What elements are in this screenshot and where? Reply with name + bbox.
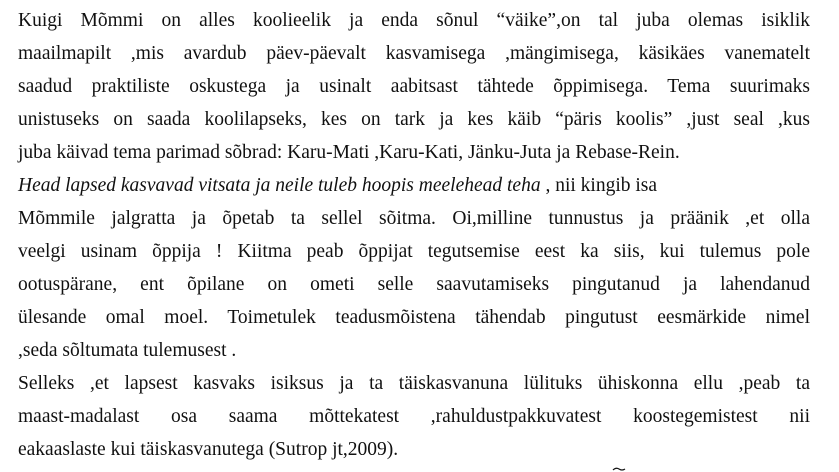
stray-mark [612,462,628,472]
text-line: maailmapilt ,mis avardub päev-päevalt kasvamisega ,mängimisega, käsikäes vanematelt [18,43,810,64]
text-line: Kuigi Mõmmi on alles koolieelik ja enda sõnul “väike”,on tal juba olemas isiklik [18,10,810,31]
text-line: eakaaslaste kui täiskasvanutega (Sutrop jt,2009). [18,439,399,460]
quote-tail: , nii kingib isa [540,175,658,196]
text-line: Selleks ,et lapsest kasvaks isiksus ja ta täiskasvanuna lülituks ühiskonna ellu ,peab ta [18,373,810,394]
text-line: ootuspärane, ent õpilane on ometi selle saavutamiseks pingutanud ja lahendanud [18,274,810,295]
quote-line [18,171,810,201]
text-line: saadud praktiliste oskustega ja usinalt aabitsast tähtede õppimisega. Tema suurimaks [18,76,810,97]
italic-quote: Head lapsed kasvavad vitsata ja neile tuleb hoopis meelehead teha [18,175,541,196]
text-line: ,seda sõltumata tulemusest . [18,340,237,361]
text-line: unistuseks on saada koolilapseks, kes on tark ja kes käib “päris koolis” ,just seal ,kus [18,109,810,130]
text-line: Mõmmile jalgratta ja õpetab ta sellel sõitma. Oi,milline tunnustus ja präänik ,et olla [18,208,810,229]
text-line: juba käivad tema parimad sõbrad: Karu-Mati ,Karu-Kati, Jänku-Juta ja Rebase-Rein. [18,142,680,163]
text-line: veelgi usinam õppija ! Kiitma peab õppijat tegutsemise eest ka siis, kui tulemus pole [18,241,810,262]
text-line: maast-madalast osa saama mõttekatest ,rahuldustpakkuvatest koostegemistest nii [18,406,810,427]
text-line: ülesande omal moel. Toimetulek teadusmõistena tähendab pingutust eesmärkide nimel [18,307,810,328]
